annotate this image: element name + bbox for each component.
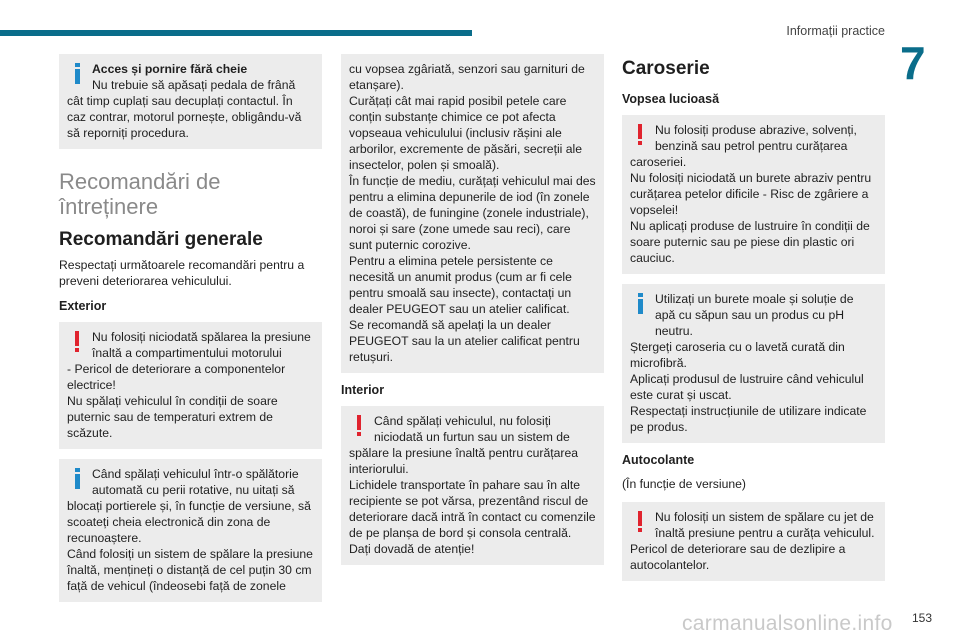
general-recommendations-title: Recomandări generale <box>59 229 263 250</box>
warning-icon <box>349 414 369 436</box>
interior-title: Interior <box>341 383 385 397</box>
general-recommendations-text: Respectați următoarele recomandări pentru a preveni deteriorarea vehiculului. <box>59 258 305 288</box>
bodywork-title: Caroserie <box>622 58 710 79</box>
warning-box-text: - Pericol de deteriorare a componentelor electrice! Nu spălați vehiculul în condiții de soare puternic sau de temperaturi extrem de scăzute. <box>67 362 286 440</box>
warning-box-stickers <box>622 502 885 581</box>
section-title: Recomandări de întreținere <box>59 169 221 219</box>
column-2 <box>341 54 604 565</box>
info-box-first-line: Când spălați vehiculul într-o spălătorie automată cu perii rotative, nu uitați să <box>92 467 299 497</box>
gloss-paint-title: Vopsea lucioasă <box>622 92 720 106</box>
section-header: Informații practice <box>786 24 885 38</box>
info-box-text: Ștergeți caroseria cu o lavetă curată din microfibră. Aplicați produsul de lustruire când vehiculul este curat și uscat. Respectați instrucțiunile de utilizare indicate pe produs. <box>630 340 867 434</box>
info-box-keyless <box>59 54 322 149</box>
column-3 <box>622 54 885 581</box>
stickers-note: (În funcție de versiune) <box>622 477 746 491</box>
warning-box-text: spălare la presiune înaltă pentru curățarea interiorului. Lichidele transportate în pahare sau în alte recipiente se pot vărsa, prezentând riscul de deteriorare dacă intră în contact cu comenzile de pe planșa de bord și consola centrală. Dați dovadă de atenție! <box>349 446 596 556</box>
warning-icon <box>630 123 650 145</box>
info-box-title: Acces și pornire fără cheie <box>92 62 248 76</box>
watermark-text: carmanualsonline.info <box>682 612 893 635</box>
info-icon <box>67 467 87 489</box>
warning-box-text: Pericol de deteriorare sau de dezlipire a autocolantelor. <box>630 542 846 572</box>
info-box-text: blocați portierele și, în funcție de versiune, să scoateți cheia electronică din zona de recunoaștere. Când folosiți un sistem de spălare la presiune înaltă, mențineți o distanță de cel puțin 30 cm față de vehicul (îndeosebi față de zonele <box>67 499 313 593</box>
info-box-car-wash <box>59 459 322 602</box>
info-icon <box>630 292 650 314</box>
warning-box-engine-wash <box>59 322 322 449</box>
warning-box-first-line: Nu folosiți niciodată spălarea la presiune înaltă a compartimentului motorului <box>92 330 311 360</box>
info-icon <box>67 62 87 84</box>
info-box-first-line: Nu trebuie să apăsați pedala de frână <box>92 78 296 92</box>
info-box-continued-text: cu vopsea zgâriată, senzori sau garnituri de etanșare). Curățați cât mai rapid posibil petele care conțin substanțe chimice ce pot afecta vopseaua vehiculului (inclusiv rășini ale arborilor, excremente de păsări, secreții ale insectelor, polen și smoală). În funcție de mediu, curățați vehiculul mai des pentru a elimina depunerile de iod (în zonele de coastă), de funingine (zonele industriale), noroi și sare (zone umede sau reci), care sunt puternic corozive. Pentru a elimina petele persistente ce necesită un anumit produs (cum ar fi cele pentru smoală sau insecte), contactați un dealer PEUGEOT sau un atelier calificat. Se recomandă să apelați la un dealer PEUGEOT sau la un atelier calificat pentru retușuri. <box>349 62 596 364</box>
warning-box-text: caroseriei. Nu folosiți niciodată un burete abraziv pentru curățarea petelor dificile - Risc de zgâriere a vopselei! Nu aplicați produse de lustruire în condiții de soare puternic sau pe piese din plastic ori cauciuc. <box>630 155 872 265</box>
warning-box-paint <box>622 115 885 274</box>
stickers-title: Autocolante <box>622 453 695 467</box>
info-box-continued <box>341 54 604 373</box>
warning-box-first-line: Nu folosiți produse abrazive, solvenți, benzină sau petrol pentru curățarea <box>655 123 857 153</box>
warning-box-first-line: Când spălați vehiculul, nu folosiți niciodată un furtun sau un sistem de <box>374 414 570 444</box>
top-color-bar <box>0 30 472 36</box>
info-box-first-line: Utilizați un burete moale și soluție de apă cu săpun sau un produs cu pH neutru. <box>655 292 854 338</box>
info-box-text: cât timp cuplați sau decuplați contactul. În caz contrar, motorul pornește, obligându-vă să reporniți procedura. <box>67 94 302 140</box>
warning-icon <box>630 510 650 532</box>
warning-icon <box>67 330 87 352</box>
column-1 <box>59 54 322 602</box>
page-number: 153 <box>912 611 933 625</box>
exterior-title: Exterior <box>59 299 107 313</box>
chapter-number: 7 <box>900 37 926 89</box>
warning-box-first-line: Nu folosiți un sistem de spălare cu jet de înaltă presiune pentru a curăța vehiculul. <box>655 510 875 540</box>
warning-box-interior <box>341 406 604 565</box>
info-box-sponge <box>622 284 885 443</box>
